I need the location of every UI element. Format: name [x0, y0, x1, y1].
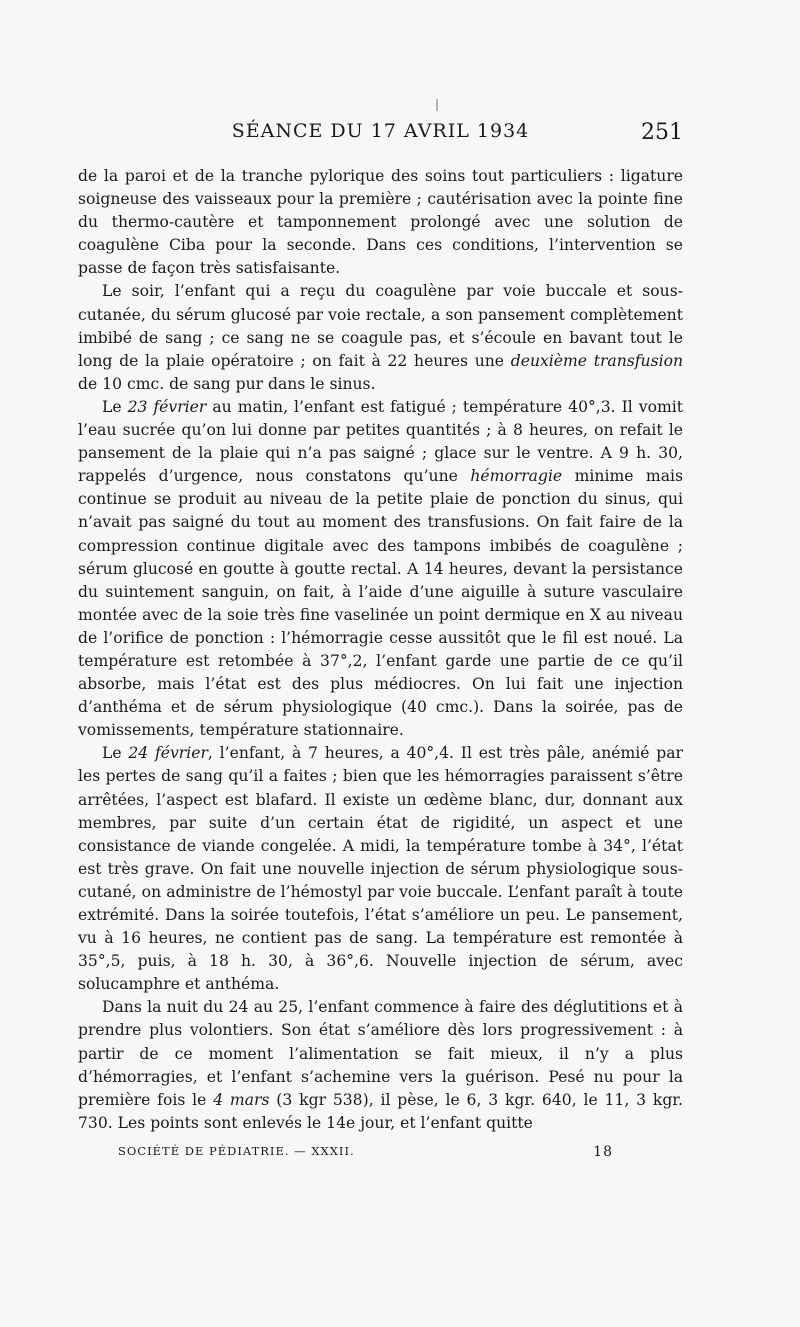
italic-text: 24 février [128, 744, 208, 763]
paragraph-4 [78, 742, 683, 996]
text-run: , l’enfant, à 7 heures, a 40°,4. Il est très pâle, anémié par les pertes de sang qu’il a faites ; bien que les hémorragies paraissent s’être arrêtées, l’aspect est blafard. Il existe un œdème blanc, dur, donnant aux membres, par suite d’un certain état de rigidité, un aspect et une consistance de viande congelée. A midi, la température tombe à 34°, l’état est très grave. On fait une nouvelle injection de sérum physiologique sous-cutané, on administre de l’hémostyl par voie buccale. L’enfant paraît à toute extrémité. Dans la soirée toutefois, l’état s’améliore un peu. Le pansement, vu à 16 heures, ne contient pas de sang. La température est remontée à 35°,5, puis, à 18 h. 30, à 36°,6. Nouvelle injection de sérum, avec solucamphre et anthéma. [78, 744, 683, 994]
text-run: de 10 cmc. de sang pur dans le sinus. [78, 374, 376, 393]
paragraph-1 [78, 165, 683, 280]
page-header [78, 120, 683, 150]
text-run: de la paroi et de la tranche pylorique des soins tout particuliers : ligature soigneuse des vaisseaux pour la première ; cautérisation avec la pointe fine du thermo-cautère et tamponnement prolongé avec une solution de coagulène Ciba pour la seconde. Dans ces conditions, l’intervention se passe de façon très satisfaisante. [78, 167, 683, 278]
italic-text: 4 mars [213, 1090, 270, 1109]
text-run: minime mais continue se produit au niveau de la petite plaie de ponction du sinus, qui n’avait pas saigné du tout au moment des transfusions. On fait faire de la compression continue digitale avec des tampons imbibés de coagulène ; sérum glucosé en goutte à goutte rectal. A 14 heures, devant la persistance du suintement sanguin, on fait, à l’aide d’une aiguille à suture vasculaire montée avec de la soie très fine vaselinée un point dermique en X au niveau de l’orifice de ponction : l’hémorragie cesse aussitôt que le fil est noué. La température est retombée à 37°,2, l’enfant garde une partie de ce qu’il absorbe, mais l’état est des plus médiocres. On lui fait une injection d’anthéma et de sérum physiologique (40 cmc.). Dans la soirée, pas de vomissements, température stationnaire. [78, 467, 683, 740]
ink-smudge [436, 99, 438, 111]
italic-text: 23 février [127, 397, 207, 416]
body-text [78, 165, 683, 1135]
text-run: (3 kgr 538), il pèse, le 6, 3 kgr. 640, le 11, 3 kgr. 730. Les points sont enlevés le 14e jour, et l’enfant quitte [78, 1090, 684, 1132]
text-run: Le soir, l’enfant qui a reçu du coagulène par voie buccale et sous-cutanée, du sérum glucosé par voie rectale, a son pansement complètement imbibé de sang ; ce sang ne se coagule pas, et s’écoule en bavant tout le long de la plaie opératoire ; on fait à 22 heures une [78, 282, 683, 370]
running-title: SÉANCE DU 17 AVRIL 1934 [231, 120, 530, 142]
paragraph-3 [78, 396, 683, 742]
page-footer [118, 1144, 613, 1164]
text-run: Le [102, 397, 128, 416]
italic-text: hémorragie [470, 467, 563, 486]
paragraph-5 [78, 996, 683, 1135]
footer-society: SOCIÉTÉ DE PÉDIATRIE. — XXXII. [118, 1144, 355, 1158]
page-number: 251 [641, 120, 683, 145]
paragraph-2 [78, 280, 683, 395]
italic-text: deuxième transfusion [510, 351, 683, 370]
text-run: Le [102, 744, 129, 763]
text-run: Dans la nuit du 24 au 25, l’enfant commence à faire des déglutitions et à prendre plus volontiers. Son état s’améliore dès lors progressivement : à partir de ce moment l’alimentation se fait mieux, il n’y a plus d’hémorragies, et l’enfant s’achemine vers la guérison. Pesé nu pour la première fois le [78, 998, 683, 1109]
text-run: au matin, l’enfant est fatigué ; température 40°,3. Il vomit l’eau sucrée qu’on lui donne par petites quantités ; à 8 heures, on refait le pansement de la plaie qui n’a pas saigné ; glace sur le ventre. A 9 h. 30, rappelés d’urgence, nous constatons qu’une [78, 397, 683, 486]
footer-signature-mark: 18 [593, 1144, 613, 1160]
